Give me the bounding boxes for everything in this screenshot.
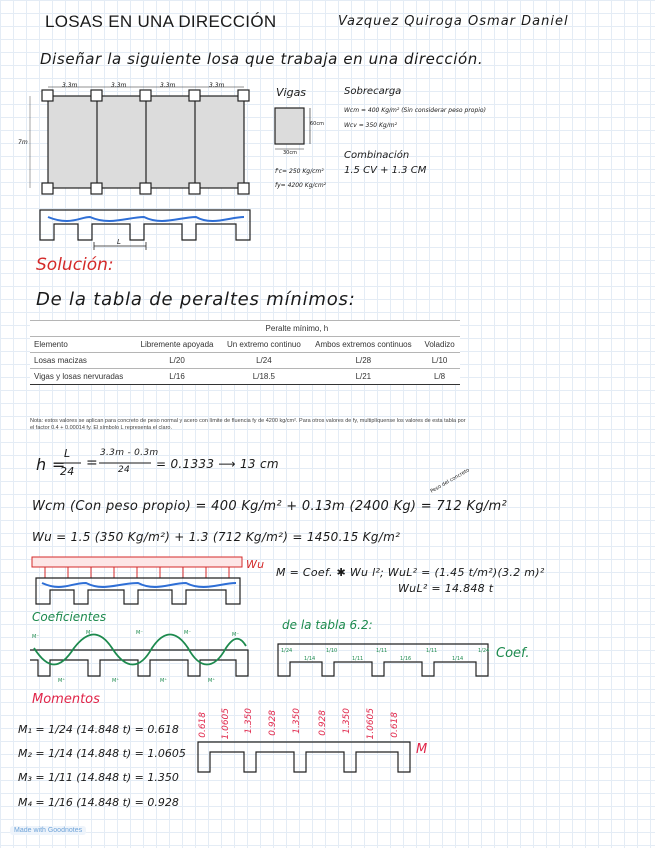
table-note: Nota: estos valores se aplican para concreto de peso normal y acero con límite de fluencia fy de 4200 kg/cm². Para otros valores de fy, multiplíquense los valores de esta tabla por el factor 0.4 + 0.00014 fy. El símbolo L representa el claro. (30, 418, 466, 431)
table-cell: L/28 (308, 353, 420, 369)
wu-line: Wu = 1.5 (350 Kg/m²) + 1.3 (712 Kg/m²) = 1450.15 Kg/m² (32, 530, 401, 544)
peralte-table (30, 320, 460, 385)
l-label: L (117, 238, 121, 246)
wu-load-label: Wu (246, 558, 265, 571)
moment-line: M₁ = 1/24 (14.848 t) = 0.618 (18, 723, 179, 736)
neg-moment-label: M⁻ (86, 630, 93, 636)
coef-value: 1/14 (452, 656, 464, 662)
m-value: 1.0605 (221, 708, 231, 740)
coef-value: 1/24 (281, 648, 293, 654)
moment-line: M₂ = 1/14 (14.848 t) = 1.0605 (18, 747, 186, 760)
m-value: 1.350 (244, 708, 254, 734)
m-diagram-label: M (416, 742, 428, 757)
table-cell: L/21 (308, 369, 420, 385)
wcv-label: Wcv = 350 Kg/m² (344, 122, 397, 129)
coef-value: 1/24 (478, 648, 490, 654)
moment-line: M₃ = 1/11 (14.848 t) = 1.350 (18, 771, 179, 784)
h-frac1-den: 24 (60, 465, 75, 478)
table-row (30, 369, 460, 385)
h-frac1-num: L (64, 447, 71, 460)
tabla-heading: De la tabla de peraltes mínimos: (36, 289, 356, 310)
moment-line: M₄ = 1/16 (14.848 t) = 0.928 (18, 796, 179, 809)
wul2-line1: ; WuL² = (1.45 t/m²)(3.2 m)² (380, 566, 545, 579)
coeficientes-heading: Coeficientes (32, 610, 107, 624)
h-lhs: h = (36, 455, 66, 474)
coef-value: 1/11 (426, 648, 438, 654)
table-cell: L/8 (419, 369, 460, 385)
h-frac2-den: 24 (118, 465, 131, 475)
h-frac2-num: 3.3m - 0.3m (100, 448, 159, 458)
m-value: 1.350 (342, 708, 352, 734)
table-col-header: Ambos extremos continuos (308, 337, 420, 353)
height-label: 7m (18, 139, 28, 146)
solucion-heading: Solución: (36, 255, 114, 275)
m-value: 0.618 (198, 712, 208, 738)
coef-value: 1/14 (304, 656, 316, 662)
m-diagram (198, 742, 410, 772)
table-cell: L/24 (220, 353, 307, 369)
loaded-beam (32, 557, 242, 604)
problem-statement: Diseñar la siguiente losa que trabaja en una dirección. (40, 50, 484, 68)
pos-moment-label: M⁺ (160, 678, 167, 684)
table-col-header: Voladizo (419, 337, 460, 353)
m-value: 1.350 (292, 708, 302, 734)
slab-plan (30, 87, 249, 194)
m-value: 0.618 (390, 712, 400, 738)
pos-moment-label: M⁺ (112, 678, 119, 684)
span-label: 3.3m (111, 82, 127, 89)
neg-moment-label: M⁻ (136, 630, 143, 636)
author-name: Vazquez Quiroga Osmar Daniel (338, 14, 569, 29)
vigas-label: Vigas (276, 86, 307, 99)
m-value: 0.928 (318, 710, 328, 736)
pos-moment-label: M⁺ (208, 678, 215, 684)
table-cell: Losas macizas (30, 353, 134, 369)
table-col-header: Libremente apoyada (134, 337, 220, 353)
wcm-line: Wcm (Con peso propio) = 400 Kg/m² + 0.13m (2400 Kg) = 712 Kg/m² (32, 499, 508, 514)
m-formula: M = Coef. ✱ Wu l² (276, 566, 381, 579)
table-cell: L/16 (134, 369, 220, 385)
span-label: 3.3m (62, 82, 78, 89)
neg-moment-label: M⁻ (32, 634, 39, 640)
beam-height-label: 60cm (310, 121, 324, 127)
table-group-header: Peralte mínimo, h (134, 321, 460, 337)
momentos-heading: Momentos (32, 692, 100, 707)
fc-label: f'c= 250 Kg/cm² (275, 168, 324, 175)
combinacion-title: Combinación (344, 150, 410, 161)
coef-value: 1/10 (326, 648, 338, 654)
pos-moment-label: M⁺ (58, 678, 65, 684)
neg-moment-label: M⁻ (184, 630, 191, 636)
combinacion-value: 1.5 CV + 1.3 CM (344, 165, 427, 176)
span-label: 3.3m (160, 82, 176, 89)
page-title: LOSAS EN UNA DIRECCIÓN (45, 12, 277, 31)
coef-value: 1/11 (352, 656, 364, 662)
peso-note: Peso del concreto (429, 467, 471, 495)
coef-label: Coef. (496, 646, 530, 661)
slab-elevation (40, 210, 250, 250)
h-eq-sign: = (86, 455, 99, 471)
neg-moment-label: M⁻ (232, 632, 239, 638)
beam-section (275, 108, 310, 149)
beam-width-label: 30cm (283, 150, 297, 156)
table-cell: L/18.5 (220, 369, 307, 385)
m-value: 0.928 (268, 710, 278, 736)
table-cell: Vigas y losas nervuradas (30, 369, 134, 385)
tabla-ref: de la tabla 6.2: (282, 618, 373, 632)
sobrecarga-title: Sobrecarga (344, 86, 402, 97)
h-result: = 0.1333 ⟶ 13 cm (156, 457, 279, 471)
fy-label: fy= 4200 Kg/cm² (275, 182, 327, 189)
table-header-corner (30, 321, 134, 337)
table-row (30, 353, 460, 369)
wul2-line2: WuL² = 14.848 t (398, 582, 494, 595)
m-value: 1.0605 (366, 708, 376, 740)
coef-value: 1/16 (400, 656, 412, 662)
coef-value: 1/11 (376, 648, 388, 654)
table-col-header: Elemento (30, 337, 134, 353)
wcm-label: Wcm = 400 Kg/m² (Sin considerar peso propio) (344, 107, 486, 114)
span-label: 3.3m (209, 82, 225, 89)
table-cell: L/20 (134, 353, 220, 369)
table-cell: L/10 (419, 353, 460, 369)
moment-wave-diagram (30, 635, 248, 677)
table-col-header: Un extremo continuo (220, 337, 307, 353)
goodnotes-badge: Made with Goodnotes (10, 826, 86, 835)
